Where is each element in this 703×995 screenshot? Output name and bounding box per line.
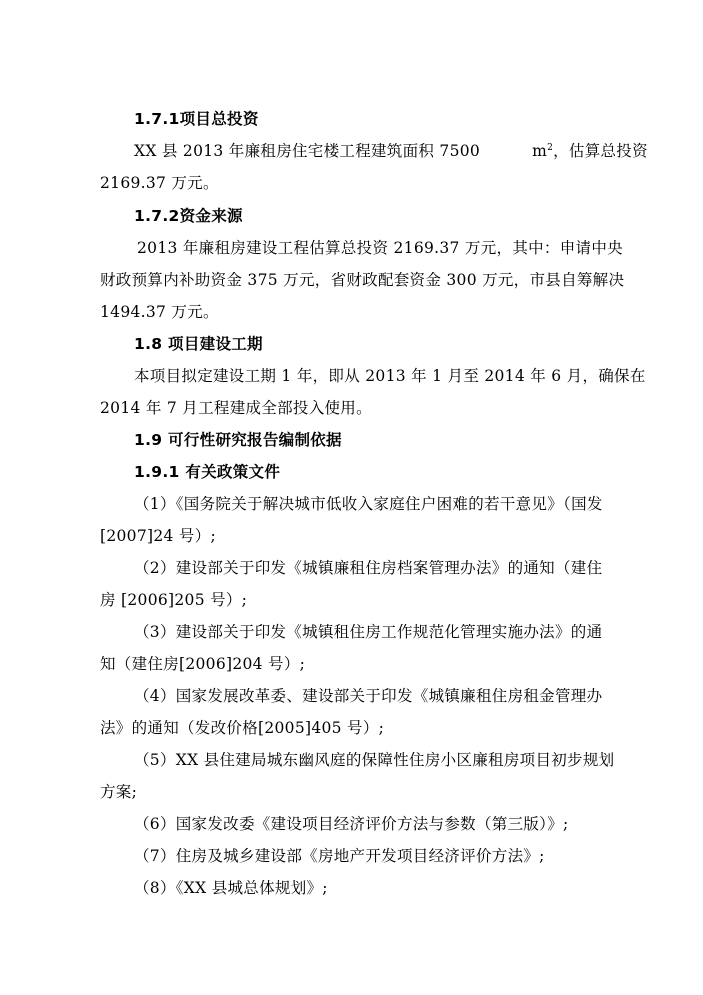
section-1-7-2-paragraph-line-2: 财政预算内补助资金 375 万元，省财政配套资金 300 万元，市县自筹解决 xyxy=(100,271,625,289)
list-item-1-line-1: （1）《国务院关于解决城市低收入家庭住户困难的若干意见》（国发 xyxy=(134,495,603,513)
text-segment: XX 县 2013 年廉租房住宅楼工程建筑面积 7500 xyxy=(134,142,481,160)
list-item-4-line-1: （4）国家发展改革委、建设部关于印发《城镇廉租住房租金管理办 xyxy=(134,687,603,705)
list-item-4-line-2: 法》的通知（发改价格[2005]405 号）; xyxy=(100,719,385,737)
section-1-7-2-paragraph-line-1: 2013 年廉租房建设工程估算总投资 2169.37 万元，其中：申请中央 xyxy=(137,239,623,257)
list-item-5-line-1: （5）XX 县住建局城东幽风庭的保障性住房小区廉租房项目初步规划 xyxy=(134,751,615,769)
unit-superscript: 2 xyxy=(547,142,554,153)
section-1-9-1-heading: 1.9.1 有关政策文件 xyxy=(134,463,281,481)
list-item-6: （6）国家发改委《建设项目经济评价方法与参数（第三版）》; xyxy=(134,815,569,833)
section-1-7-1-heading: 1.7.1项目总投资 xyxy=(134,110,259,128)
section-1-7-1-paragraph-line-1 xyxy=(134,141,648,161)
list-item-8: （8）《XX 县城总体规划》; xyxy=(134,879,328,897)
list-item-3-line-2: 知（建住房[2006]204 号）; xyxy=(100,655,306,673)
section-1-7-1-paragraph-line-2: 2169.37 万元。 xyxy=(100,174,219,192)
unit-text: m xyxy=(532,142,548,160)
section-1-7-2-heading: 1.7.2资金来源 xyxy=(134,207,243,225)
list-item-1-line-2: [2007]24 号）; xyxy=(100,527,217,545)
list-item-2-line-1: （2）建设部关于印发《城镇廉租住房档案管理办法》的通知（建住 xyxy=(134,559,603,577)
text-segment: ，估算总投资 xyxy=(553,142,648,160)
section-1-8-paragraph-line-1: 本项目拟定建设工期 1 年，即从 2013 年 1 月至 2014 年 6 月，确保在 xyxy=(134,367,646,385)
list-item-2-line-2: 房 [2006]205 号）; xyxy=(100,591,248,609)
section-1-7-2-paragraph-line-3: 1494.37 万元。 xyxy=(100,303,219,321)
list-item-3-line-1: （3）建设部关于印发《城镇租住房工作规范化管理实施办法》的通 xyxy=(134,623,603,641)
list-item-5-line-2: 方案; xyxy=(100,783,138,801)
section-1-8-heading: 1.8 项目建设工期 xyxy=(134,335,263,353)
section-1-8-paragraph-line-2: 2014 年 7 月工程建成全部投入使用。 xyxy=(100,399,372,417)
section-1-9-heading: 1.9 可行性研究报告编制依据 xyxy=(134,431,342,449)
list-item-7: （7）住房及城乡建设部《房地产开发项目经济评价方法》; xyxy=(134,847,545,865)
